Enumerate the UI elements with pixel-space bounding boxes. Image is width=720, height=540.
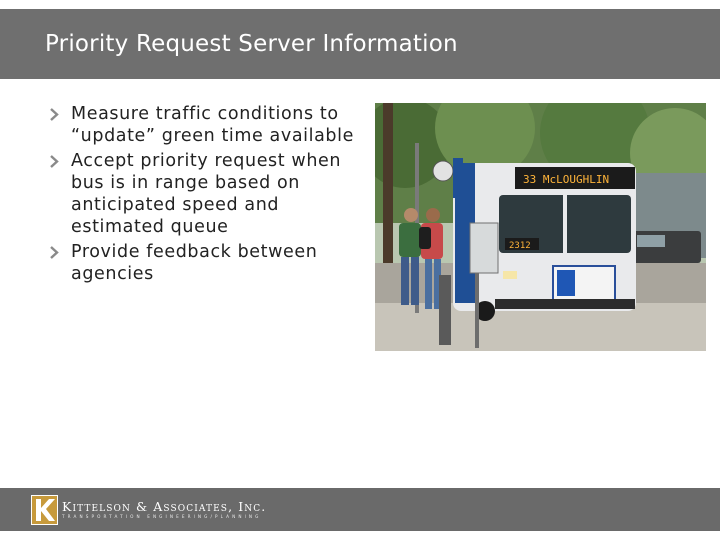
company-name: Kittelson & Associates, Inc. (62, 499, 267, 514)
chevron-right-icon (50, 155, 59, 168)
kittelson-logo-icon (31, 495, 58, 525)
bullet-text: Accept priority request when bus is in range based on anticipated speed and estimated queue (71, 151, 342, 237)
bullet-item (50, 241, 370, 285)
bus-destination-sign-text: 33 McLOUGHLIN (523, 173, 610, 186)
bus-number: 2312 (509, 241, 531, 251)
chevron-right-icon (50, 246, 59, 259)
bullet-list (50, 103, 370, 288)
slide-title: Priority Request Server Information (45, 31, 458, 57)
chevron-right-icon (50, 108, 59, 121)
bus-photo-illustration (375, 103, 706, 351)
bus-stop-photo (375, 103, 706, 351)
bullet-text: Measure traffic conditions to “update” green time available (71, 104, 354, 146)
bullet-item (50, 150, 370, 238)
company-tagline: TRANSPORTATION ENGINEERING/PLANNING (62, 514, 262, 519)
bullet-item (50, 103, 370, 147)
bullet-text: Provide feedback between agencies (71, 242, 318, 284)
